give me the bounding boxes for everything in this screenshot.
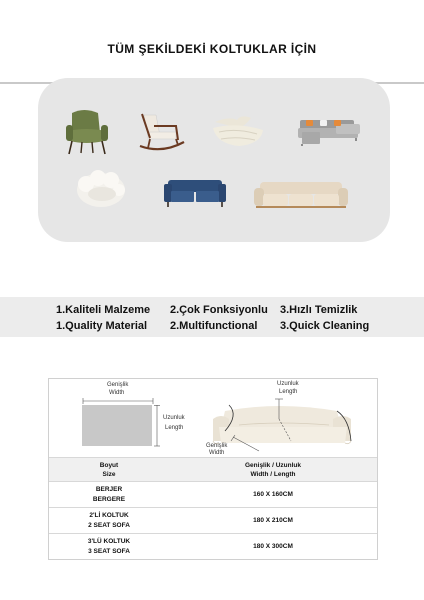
header-size-tr: Boyut xyxy=(99,462,119,469)
grey-corner-sofa-image xyxy=(296,114,364,146)
title-turkish: TÜM ŞEKİLDEKİ KOLTUKLAR İÇİN xyxy=(107,42,317,56)
round-boucle-chair-image xyxy=(76,170,126,208)
sofa-cover-illustration xyxy=(209,397,359,455)
row-label-tr: BERJER xyxy=(95,486,123,493)
table-row xyxy=(49,481,377,507)
rocking-chair-image xyxy=(136,112,186,152)
row-size: 160 X 160CM xyxy=(253,491,293,498)
cover-length-label-en: Length xyxy=(165,425,184,431)
feature-1-tr: 1.Kaliteli Malzeme xyxy=(56,304,151,316)
feature-2-en: 2.Multifunctional xyxy=(170,320,258,332)
table-row xyxy=(49,533,377,559)
header-dims-tr: Genişlik / Uzunluk xyxy=(245,462,301,469)
sofa-length-label-tr: Uzunluk xyxy=(277,381,299,387)
row-label-tr: 2'Lİ KOLTUK xyxy=(89,512,129,519)
feature-3-en: 3.Quick Cleaning xyxy=(280,320,370,332)
cream-lounge-chair-image xyxy=(211,114,265,148)
beige-three-seat-sofa-image xyxy=(254,180,348,210)
furniture-gallery xyxy=(38,78,390,242)
cover-length-arrow xyxy=(154,405,160,447)
feature-3-tr: 3.Hızlı Temizlik xyxy=(280,304,358,316)
features-band xyxy=(0,297,424,337)
header-dims-en: Width / Length xyxy=(250,471,296,478)
sofa-width-label-en: Width xyxy=(209,450,225,456)
sofa-length-label-en: Length xyxy=(279,389,298,395)
row-label-tr: 3'LÜ KOLTUK xyxy=(87,538,131,545)
cover-width-arrow xyxy=(82,398,154,404)
table-header-row xyxy=(49,457,377,481)
blue-two-seat-sofa-image xyxy=(164,178,226,208)
green-armchair-image xyxy=(64,107,110,155)
row-label-en: 3 SEAT SOFA xyxy=(88,548,130,555)
header-size-en: Size xyxy=(102,471,116,478)
feature-2-tr: 2.Çok Fonksiyonlu xyxy=(170,304,268,316)
row-label-en: 2 SEAT SOFA xyxy=(88,522,130,529)
row-label-en: BERGERE xyxy=(92,496,126,503)
row-size: 180 X 210CM xyxy=(253,517,293,524)
cover-width-label-tr: Genişlik xyxy=(107,382,129,388)
row-size: 180 X 300CM xyxy=(253,543,293,550)
cover-swatch xyxy=(82,405,152,446)
sofa-width-label-tr: Genişlik xyxy=(206,443,228,449)
feature-1-en: 1.Quality Material xyxy=(56,320,148,332)
cover-length-label-tr: Uzunluk xyxy=(163,415,185,421)
size-spec-panel xyxy=(48,378,378,560)
table-row xyxy=(49,507,377,533)
cover-width-label-en: Width xyxy=(109,390,125,396)
